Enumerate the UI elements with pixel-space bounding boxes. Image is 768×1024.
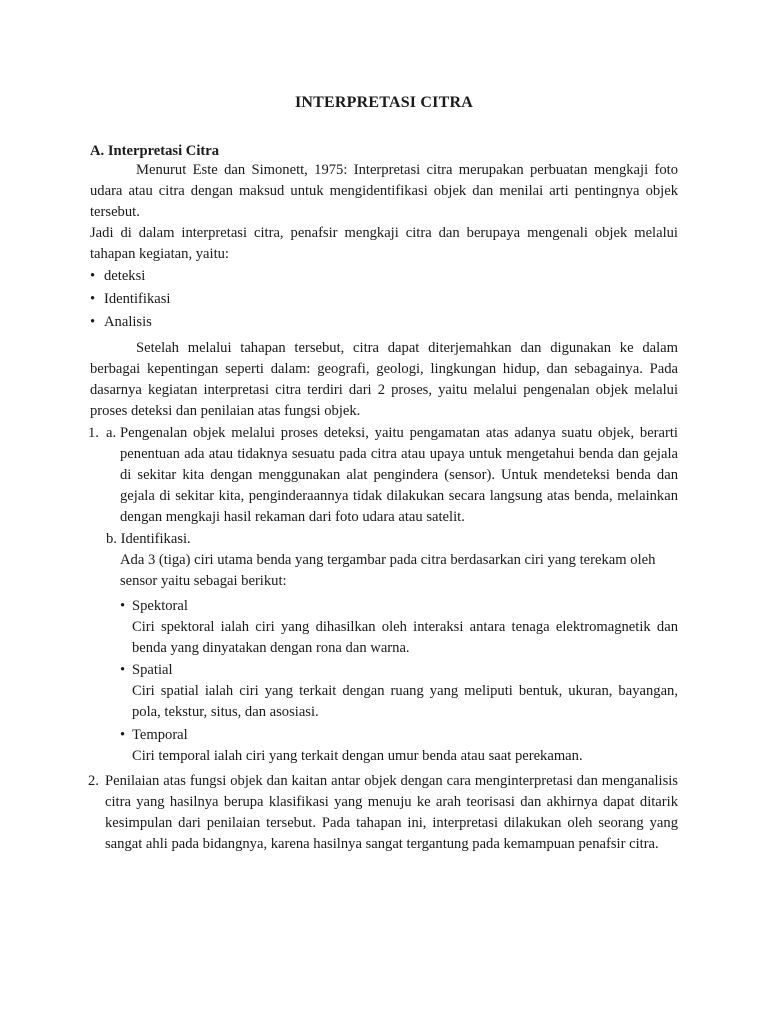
bullet-icon: • — [120, 598, 126, 614]
list-item — [90, 289, 678, 310]
ciri-heading — [120, 725, 678, 746]
item-number-1: 1. — [88, 425, 99, 441]
ciri-item-temporal — [120, 725, 678, 767]
page-title: INTERPRETASI CITRA — [294, 94, 473, 111]
ciri-name: Temporal — [132, 727, 188, 743]
bullet-icon: • — [90, 314, 96, 330]
ciri-name: Spatial — [132, 662, 173, 678]
sub-item-a-text: Pengenalan objek melalui proses deteksi, yaitu pengamatan atas adanya suatu objek, berarti penentuan ada atau tidaknya sesuatu pada citra atau upaya untuk mengetahui benda dan gejala di sekitar kita dengan menggunakan alat pengindera (sensor). Untuk mendeteksi benda dan gejala di sekitar kita, penginderaannya tidak dilakukan secara langsung atas benda, melainkan dengan mengkaji hasil rekaman dari foto udara atau satelit. — [120, 425, 678, 525]
sub-item-b-text: Ada 3 (tiga) ciri utama benda yang tergambar pada citra berdasarkan ciri yang terekam oleh sensor yaitu sebagai berikut: — [120, 552, 656, 589]
ciri-item-spektoral — [120, 596, 678, 659]
ciri-description: Ciri spatial ialah ciri yang terkait dengan ruang yang meliputi bentuk, ukuran, bayangan, pola, tekstur, situs, dan asosiasi. — [132, 683, 678, 720]
stage-label: Identifikasi — [104, 291, 171, 307]
stage-label: deteksi — [104, 268, 146, 284]
ciri-heading — [120, 660, 678, 681]
document-page — [90, 0, 678, 1024]
stage-label: Analisis — [104, 314, 152, 330]
ciri-heading — [120, 596, 678, 617]
section-heading: A. Interpretasi Citra — [90, 143, 220, 159]
bullet-icon: • — [120, 662, 126, 678]
bullet-icon: • — [90, 268, 96, 284]
bullet-icon: • — [90, 291, 96, 307]
ciri-item-spatial — [120, 660, 678, 723]
list-item — [90, 266, 678, 287]
item-2-text: Penilaian atas fungsi objek dan kaitan antar objek dengan cara menginterpretasi dan menganalisis citra yang hasilnya berupa klasifikasi yang menuju ke arah teorisasi dan akhirnya dapat ditarik kesimpulan dari penilaian tersebut. Pada tahapan ini, interpretasi dilakukan oleh seorang yang sangat ahli pada bidangnya, karena hasilnya sangat tergantung pada kemampuan penafsir citra. — [105, 773, 678, 852]
bullet-icon: • — [120, 727, 126, 743]
list-item — [90, 312, 678, 333]
sub-item-a-label: a. — [106, 425, 117, 441]
stages-list — [90, 266, 678, 335]
ciri-description: Ciri spektoral ialah ciri yang dihasilkan oleh interaksi antara tenaga elektromagnetik dan benda yang dinyatakan dengan rona dan warna. — [132, 619, 678, 656]
ciri-description: Ciri temporal ialah ciri yang terkait dengan umur benda atau saat perekaman. — [132, 748, 583, 764]
stages-paragraph: Jadi di dalam interpretasi citra, penafsir mengkaji citra dan berupaya mengenali objek melalui tahapan kegiatan, yaitu: — [90, 225, 678, 262]
intro-paragraph: Menurut Este dan Simonett, 1975: Interpretasi citra merupakan perbuatan mengkaji foto udara atau citra dengan maksud untuk mengidentifikasi objek dan menilai arti pentingnya objek tersebut. — [90, 162, 678, 220]
item-number-2: 2. — [88, 773, 99, 789]
process-paragraph: Setelah melalui tahapan tersebut, citra dapat diterjemahkan dan digunakan ke dalam berbagai kepentingan seperti dalam: geografi, geologi, lingkungan hidup, dan sebagainya. Pada dasarnya kegiatan interpretasi citra terdiri dari 2 proses, yaitu melalui pengenalan objek melalui proses deteksi dan penilaian atas fungsi objek. — [90, 340, 678, 419]
sub-item-b-label: b. Identifikasi. — [106, 531, 191, 547]
ciri-name: Spektoral — [132, 598, 188, 614]
